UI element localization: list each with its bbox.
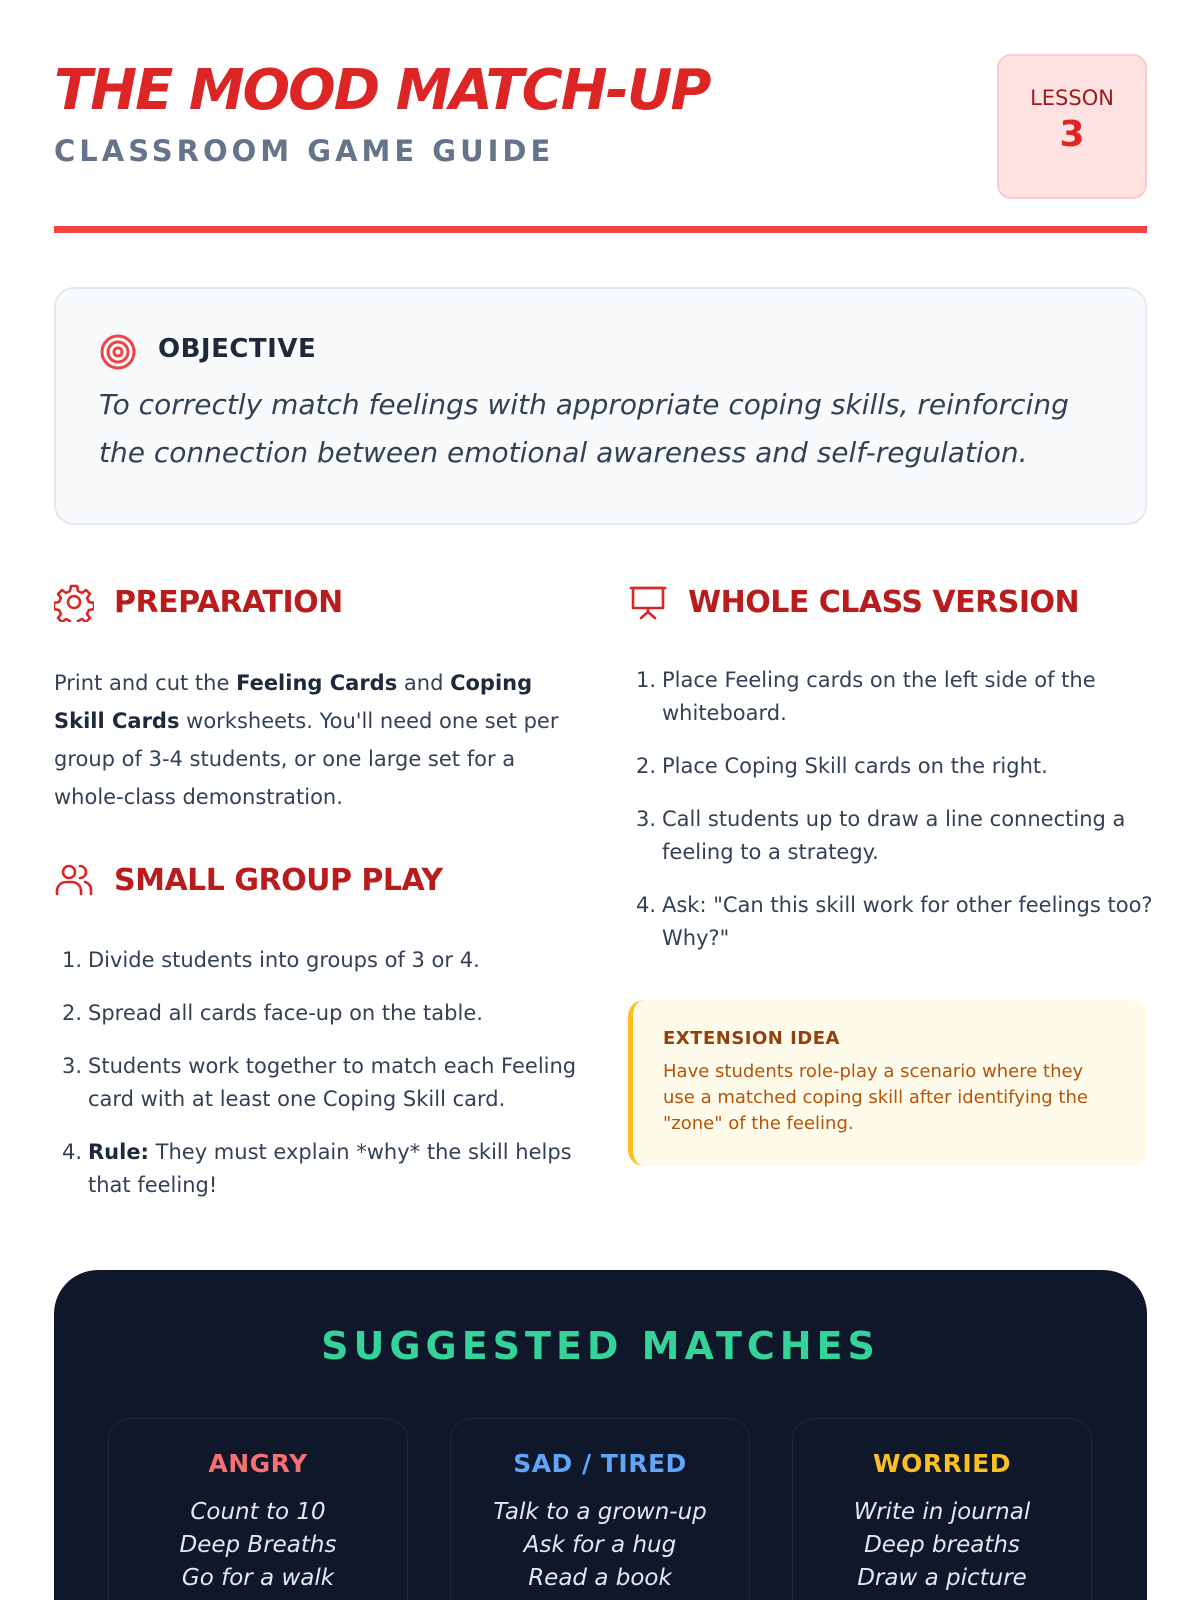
small-group-heading: SMALL GROUP PLAY [114, 862, 443, 898]
card-title: ANGRY [208, 1449, 308, 1478]
card-item: Talk to a grown-up [493, 1499, 707, 1525]
users-icon [54, 860, 94, 900]
step-number: 1. [62, 948, 83, 972]
card-item: Deep Breaths [179, 1532, 337, 1558]
small-group-steps [54, 944, 584, 1222]
small-group-header [54, 860, 443, 900]
step-text: Divide students into groups of 3 or 4. [88, 948, 480, 972]
lesson-label: LESSON [1030, 86, 1114, 110]
step-text: Place Feeling cards on the left side of the whiteboard. [662, 668, 1096, 725]
page-subtitle: CLASSROOM GAME GUIDE [54, 134, 555, 168]
objective-box [54, 287, 1147, 525]
list-item [628, 750, 1158, 783]
list-item [628, 803, 1158, 869]
preparation-header [54, 582, 343, 622]
gear-icon [54, 582, 94, 622]
card-item: Write in journal [853, 1499, 1031, 1525]
step-number: 4. [62, 1140, 83, 1164]
preparation-heading: PREPARATION [114, 584, 343, 620]
extension-title: EXTENSION IDEA [663, 1028, 840, 1049]
card-item: Draw a picture [857, 1565, 1027, 1591]
card-item: Ask for a hug [523, 1532, 677, 1558]
target-icon [99, 333, 137, 371]
presentation-board-icon [628, 582, 668, 622]
header-divider [54, 226, 1147, 233]
prep-bold-coping-cards: Coping Skill Cards [54, 671, 533, 733]
match-card-angry [108, 1418, 408, 1600]
card-title: WORRIED [873, 1449, 1011, 1478]
objective-text: To correctly match feelings with appropriate coping skills, reinforcing the connection between emotional awareness and self-regulation. [99, 388, 1069, 469]
step-number: 4. [636, 893, 657, 917]
card-item: Deep breaths [864, 1532, 1020, 1558]
prep-text-1: Print and cut the [54, 671, 237, 695]
card-title: SAD / TIRED [513, 1449, 687, 1478]
prep-text-3: worksheets. You'll need one set per group of 3-4 students, or one large set for a whole-class demonstration. [54, 709, 559, 809]
step-text: Place Coping Skill cards on the right. [662, 754, 1048, 778]
page-header [54, 54, 1147, 234]
suggested-matches-panel [54, 1270, 1147, 1600]
prep-bold-feeling-cards: Feeling Cards [236, 671, 398, 695]
list-item [628, 889, 1158, 955]
whole-class-header [628, 582, 1079, 622]
lesson-badge [997, 54, 1147, 199]
step-text: Spread all cards face-up on the table. [88, 1001, 483, 1025]
whole-class-heading: WHOLE CLASS VERSION [688, 584, 1080, 620]
page-title: THE MOOD MATCH-UP [54, 58, 710, 123]
rule-label: Rule: [88, 1140, 149, 1164]
extension-text: Have students role-play a scenario where they use a matched coping skill after identifying the "zone" of the feeling. [663, 1061, 1088, 1134]
card-item: Count to 10 [190, 1499, 326, 1525]
prep-text-2: and [397, 671, 451, 695]
step-text: Students work together to match each Feeling card with at least one Coping Skill card. [88, 1054, 577, 1111]
step-number: 3. [62, 1054, 83, 1078]
step-text: Ask: "Can this skill work for other feelings too? Why?" [662, 893, 1153, 950]
list-item [54, 1050, 584, 1116]
match-card-sad-tired [450, 1418, 750, 1600]
step-number: 2. [62, 1001, 83, 1025]
objective-heading: OBJECTIVE [158, 334, 317, 364]
matches-title: SUGGESTED MATCHES [321, 1324, 880, 1368]
step-number: 3. [636, 807, 657, 831]
list-item [54, 1136, 584, 1202]
whole-class-steps [628, 664, 1158, 975]
match-card-worried [792, 1418, 1092, 1600]
lesson-number: 3 [1059, 114, 1085, 155]
card-item: Read a book [528, 1565, 672, 1591]
list-item [54, 944, 584, 977]
extension-callout [628, 1000, 1147, 1166]
step-text: Call students up to draw a line connecting a feeling to a strategy. [662, 807, 1126, 864]
step-number: 2. [636, 754, 657, 778]
step-text: They must explain *why* the skill helps that feeling! [88, 1140, 572, 1197]
card-item: Go for a walk [181, 1565, 335, 1591]
list-item [628, 664, 1158, 730]
list-item [54, 997, 584, 1030]
step-number: 1. [636, 668, 657, 692]
preparation-text [54, 664, 574, 816]
